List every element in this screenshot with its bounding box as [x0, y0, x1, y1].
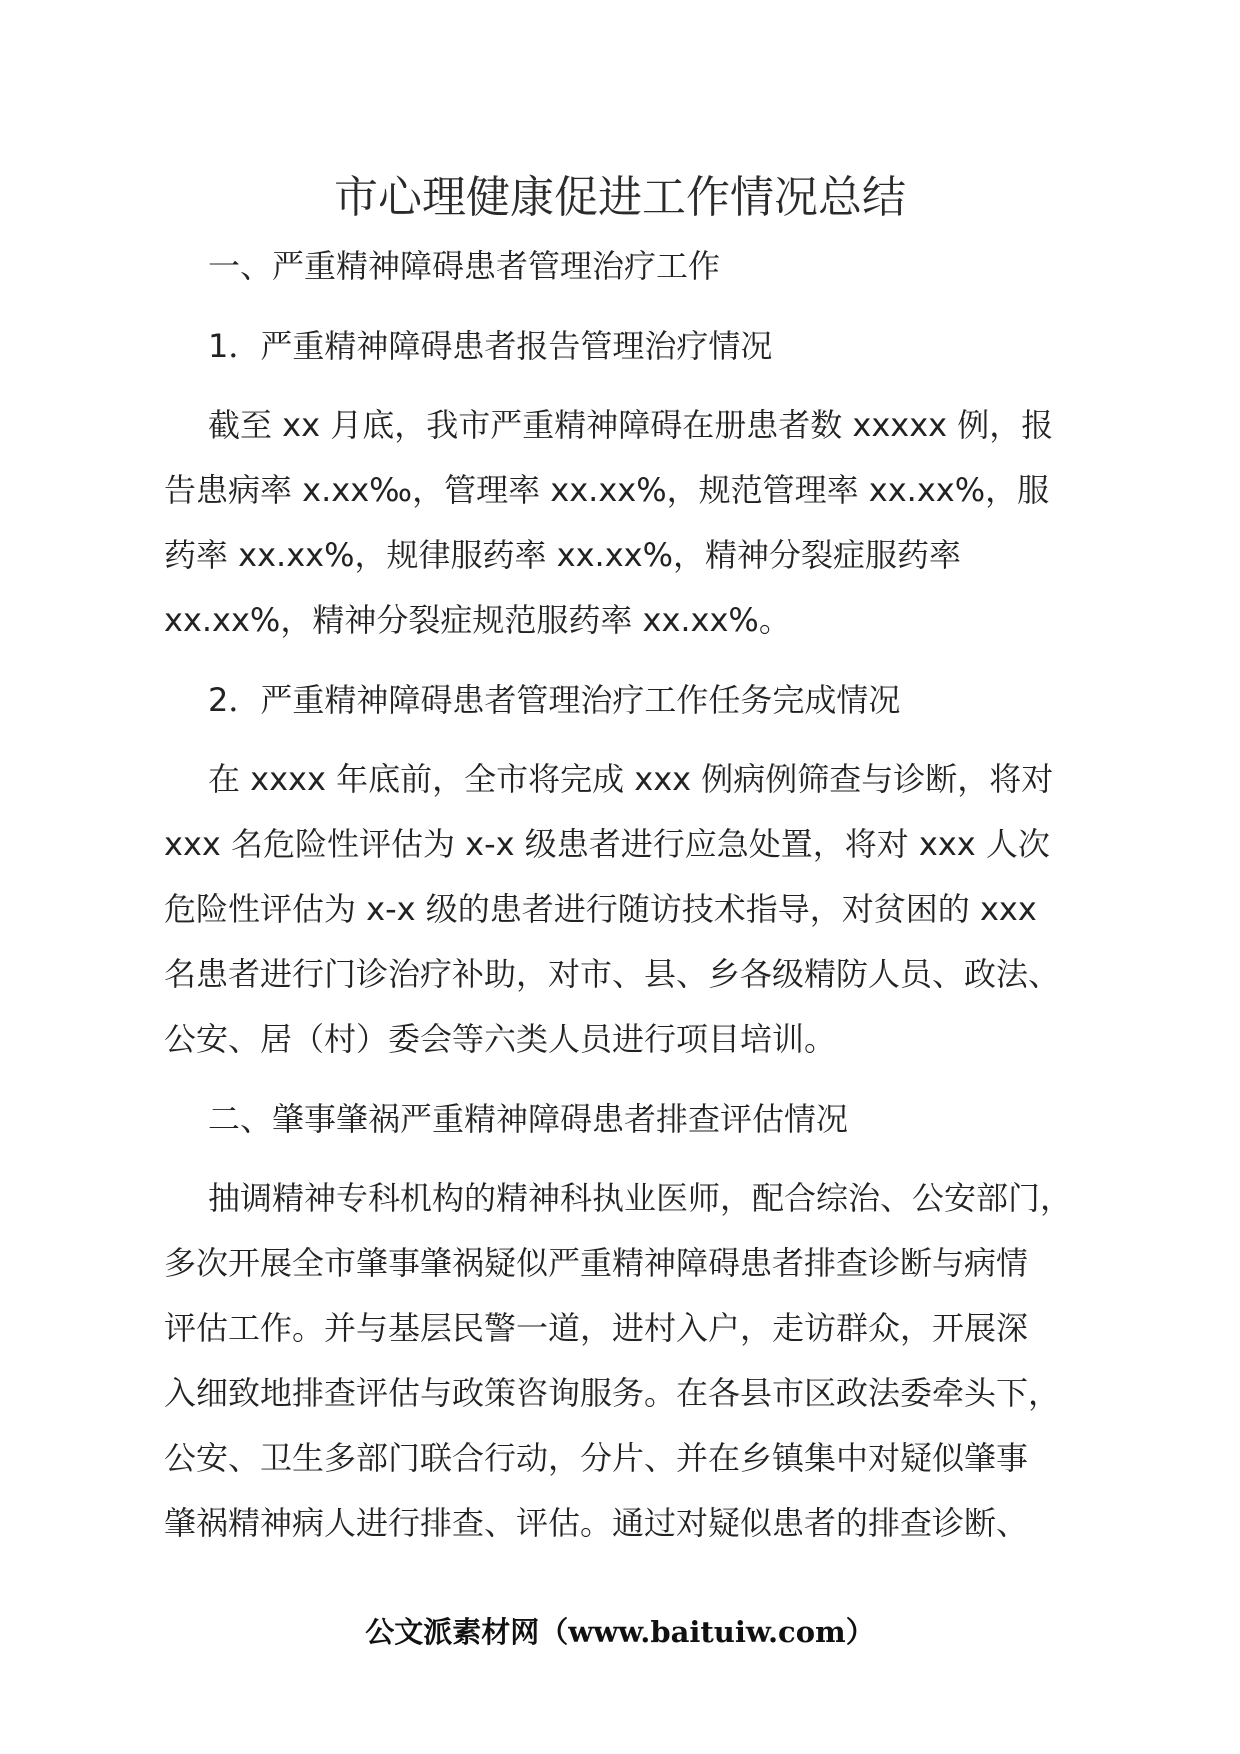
paragraph-line: xxx 名危险性评估为 x-x 级患者进行应急处置，将对 xxx 人次: [164, 825, 1050, 863]
paragraph-line: 评估工作。并与基层民警一道，进村入户，走访群众，开展深: [164, 1309, 1029, 1347]
paragraph-line: xx.xx%，精神分裂症规范服药率 xx.xx%。: [164, 601, 791, 639]
section-2-heading: 二、肇事肇祸严重精神障碍患者排查评估情况: [208, 1100, 849, 1138]
paragraph-line: 告患病率 x.xx‰，管理率 xx.xx%，规范管理率 xx.xx%，服: [164, 471, 1050, 509]
paragraph-line: 名患者进行门诊治疗补助，对市、县、乡各级精防人员、政法、: [164, 955, 1061, 993]
subsection-2-paragraph: [164, 747, 1110, 1072]
paragraph-line: 多次开展全市肇事肇祸疑似严重精神障碍患者排查诊断与病情: [164, 1244, 1029, 1282]
paragraph-line: 截至 xx 月底，我市严重精神障碍在册患者数 xxxxx 例，报: [208, 406, 1054, 444]
paragraph-line: 在 xxxx 年底前，全市将完成 xxx 例病例筛查与诊断，将对: [208, 760, 1054, 798]
subsection-2-heading: 2．严重精神障碍患者管理治疗工作任务完成情况: [208, 681, 901, 719]
paragraph-line: 入细致地排查评估与政策咨询服务。在各县市区政法委牵头下，: [164, 1374, 1061, 1412]
document-body: [164, 233, 1110, 1570]
section-1-heading: 一、严重精神障碍患者管理治疗工作: [208, 247, 721, 285]
footer-source: 公文派素材网（www.baituiw.com）: [365, 1615, 875, 1649]
paragraph-line: 危险性评估为 x-x 级的患者进行随访技术指导，对贫困的 xxx: [164, 890, 1037, 928]
section-2-paragraph: [164, 1166, 1110, 1556]
paragraph-line: 公安、卫生多部门联合行动，分片、并在乡镇集中对疑似肇事: [164, 1439, 1029, 1477]
paragraph-line: 肇祸精神病人进行排查、评估。通过对疑似患者的排查诊断、: [164, 1504, 1029, 1542]
subsection-1-heading: 1．严重精神障碍患者报告管理治疗情况: [208, 327, 773, 365]
paragraph-line: 公安、居（村）委会等六类人员进行项目培训。: [164, 1020, 837, 1058]
paragraph-line: 抽调精神专科机构的精神科执业医师，配合综治、公安部门，: [208, 1179, 1073, 1217]
paragraph-line: 药率 xx.xx%，规律服药率 xx.xx%，精神分裂症服药率: [164, 536, 962, 574]
document-title: 市心理健康促进工作情况总结: [334, 172, 906, 223]
subsection-1-paragraph: [164, 393, 1110, 653]
